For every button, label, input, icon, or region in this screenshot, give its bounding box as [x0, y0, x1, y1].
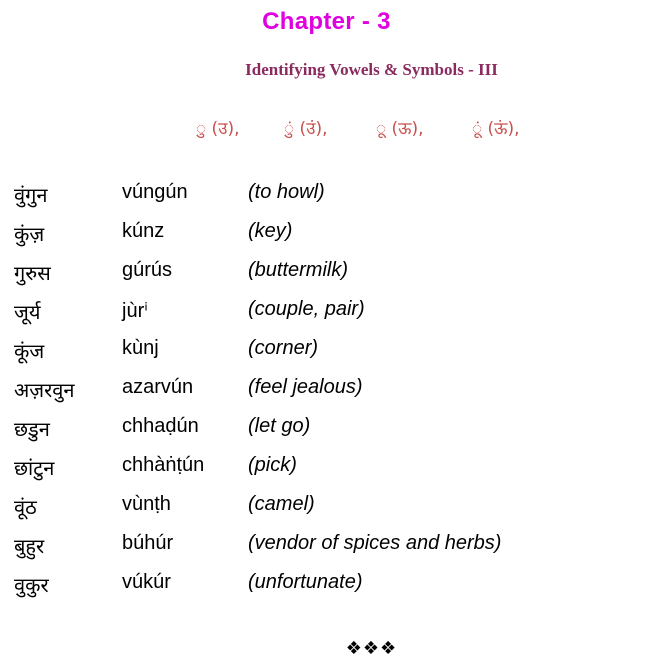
vowel-symbol: [376, 116, 424, 139]
kashmiri-word: जूर्य: [14, 300, 41, 324]
vocab-row: [0, 376, 653, 406]
meaning: (corner): [248, 337, 319, 359]
vocab-row: [0, 532, 653, 562]
vocab-row: [0, 493, 653, 523]
vocab-row: [0, 298, 653, 328]
meaning: (buttermilk): [248, 259, 349, 281]
vowel-label: (उ),: [211, 119, 240, 139]
vowel-symbol: [284, 116, 328, 139]
transliteration: vúngún: [122, 181, 188, 203]
transliteration: kúnz: [122, 220, 165, 242]
kashmiri-word: छांटुन: [14, 456, 55, 480]
kashmiri-word: वुंगुन: [14, 183, 48, 207]
transliteration: vùnṭh: [122, 493, 171, 515]
transliteration: azarvún: [122, 376, 194, 398]
chapter-subtitle: Identifying Vowels & Symbols - III: [245, 60, 498, 79]
meaning: (key): [248, 220, 293, 242]
vocab-row: [0, 454, 653, 484]
transliteration: kùnj: [122, 337, 159, 359]
meaning: (unfortunate): [248, 571, 363, 593]
transliteration: chhaḍún: [122, 415, 199, 437]
vowel-mark: ुं: [284, 119, 295, 139]
transliteration: chhàṅṭún: [122, 454, 205, 476]
kashmiri-word: गुरुस: [14, 261, 51, 285]
end-ornament: ❖❖❖: [345, 638, 398, 659]
transliteration: gúrús: [122, 259, 173, 281]
meaning: (let go): [248, 415, 311, 437]
meaning: (feel jealous): [248, 376, 363, 398]
vowel-symbol: [196, 116, 240, 139]
chapter-title: Chapter - 3: [262, 8, 391, 35]
vowel-label: (उं),: [299, 119, 328, 139]
vowel-symbol: [472, 116, 520, 139]
transliteration: jùrⁱ: [122, 300, 148, 322]
vocab-row: [0, 259, 653, 289]
kashmiri-word: छडुन: [14, 417, 50, 441]
transliteration: búhúr: [122, 532, 174, 554]
vowel-mark: ु: [196, 119, 207, 139]
kashmiri-word: कुंज़: [14, 222, 45, 246]
vocab-row: [0, 220, 653, 250]
vowel-label: (ऊं),: [487, 119, 520, 139]
vowel-mark: ूं: [472, 119, 483, 139]
kashmiri-word: वूंठ: [14, 495, 37, 519]
meaning: (couple, pair): [248, 298, 365, 320]
vocab-row: [0, 571, 653, 601]
vocab-row: [0, 415, 653, 445]
kashmiri-word: कूंज: [14, 339, 45, 363]
vowel-mark: ू: [376, 119, 387, 139]
meaning: (camel): [248, 493, 315, 515]
transliteration: vúkúr: [122, 571, 171, 593]
vocab-row: [0, 337, 653, 367]
kashmiri-word: वुकुर: [14, 573, 49, 597]
kashmiri-word: अज़रवुन: [14, 378, 75, 402]
meaning: (to howl): [248, 181, 325, 203]
vowel-label: (ऊ),: [391, 119, 424, 139]
meaning: (pick): [248, 454, 297, 476]
kashmiri-word: बुहुर: [14, 534, 45, 558]
meaning: (vendor of spices and herbs): [248, 532, 502, 554]
vocab-row: [0, 181, 653, 211]
